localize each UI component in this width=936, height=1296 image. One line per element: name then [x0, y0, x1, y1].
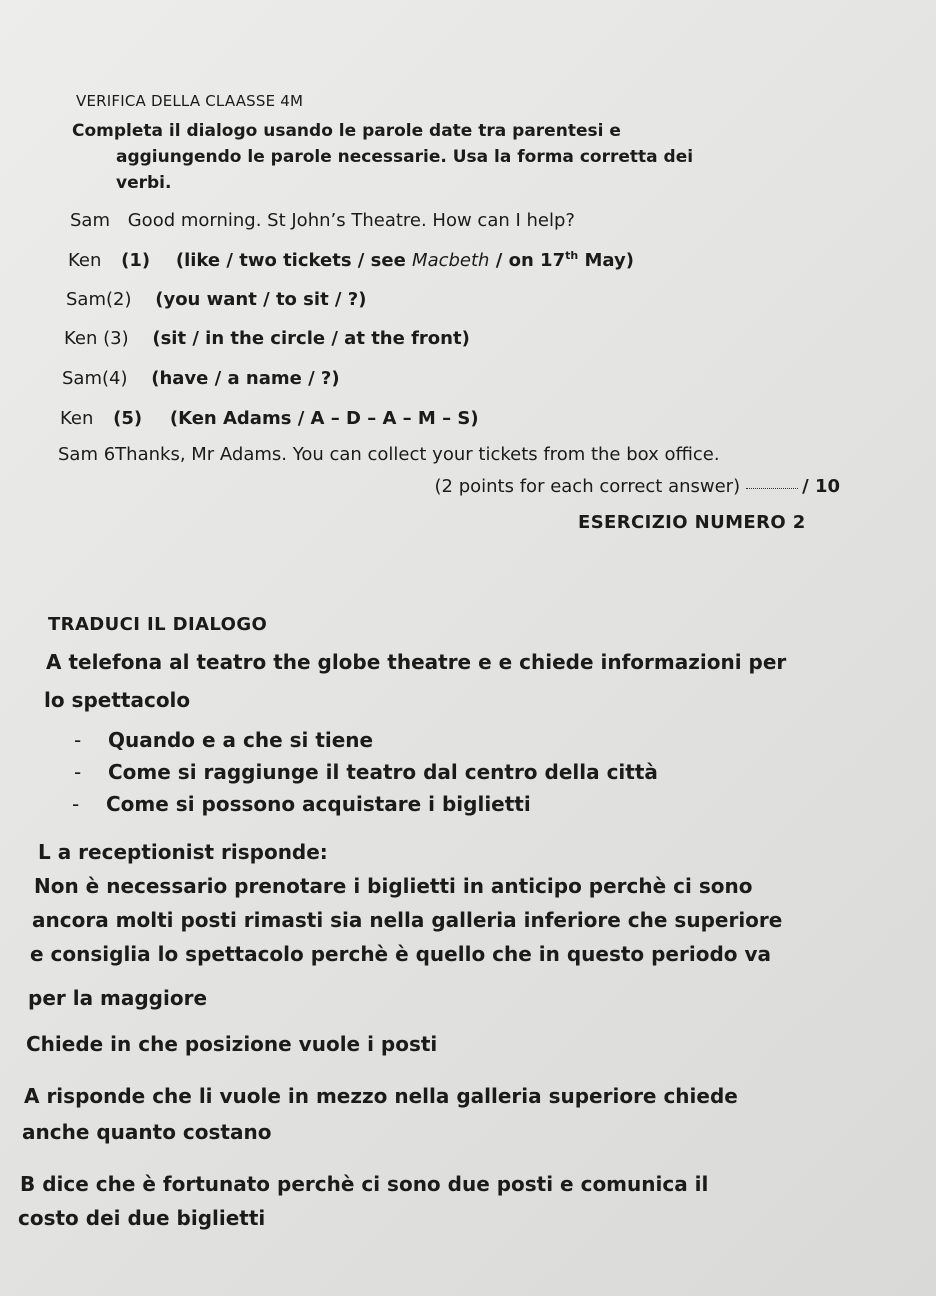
dialogue-line-7 [58, 444, 720, 465]
dialogue-line-6 [60, 408, 479, 429]
bullet-item [72, 792, 531, 816]
speaker-label: Sam [70, 210, 110, 231]
receptionist-line: L a receptionist risponde: [38, 840, 328, 864]
dialogue-line-1 [70, 210, 575, 231]
question-line: Chiede in che posizione vuole i posti [26, 1032, 438, 1056]
exercise-2-title: ESERCIZIO NUMERO 2 [578, 512, 806, 533]
test-header: VERIFICA DELLA CLAASSE 4M [76, 92, 304, 110]
dialogue-text: Thanks, Mr Adams. You can collect your tickets from the box office. [115, 444, 720, 465]
dialogue-line-2 [68, 249, 634, 271]
score-blank [746, 488, 798, 489]
points-note [435, 476, 840, 497]
bullet-text: Quando e a che si tiene [108, 728, 374, 752]
instructions-line-1: Completa il dialogo usando le parole date tra parentesi e [72, 121, 621, 141]
speaker-label: Ken [60, 408, 94, 429]
points-text: (2 points for each correct answer) [434, 476, 741, 497]
ordinal-suffix: th [565, 249, 579, 262]
dialogue-line-5 [62, 368, 340, 389]
dialogue-cue: (you want / to sit / ?) [155, 289, 367, 310]
bullet-dash: - [74, 728, 82, 752]
bullet-text: Come si raggiunge il teatro dal centro della città [108, 760, 658, 784]
speaker-label: Sam(2) [66, 289, 132, 310]
bullet-dash: - [74, 760, 82, 784]
dialogue-text: Good morning. St John’s Theatre. How can I help? [127, 210, 575, 231]
bullet-item [74, 760, 658, 784]
bullet-dash: - [72, 792, 80, 816]
blank-number: (1) [121, 250, 151, 271]
cue-text: May) [578, 250, 634, 271]
translate-title: TRADUCI IL DIALOGO [48, 614, 268, 635]
instructions-line-2: aggiungendo le parole necessarie. Usa la forma corretta dei [116, 147, 694, 167]
answer-b-line-1: B dice che è fortunato perchè ci sono due posti e comunica il [20, 1172, 709, 1196]
answer-b-line-2: costo dei due biglietti [18, 1206, 266, 1230]
dialogue-cue: (have / a name / ?) [151, 368, 340, 389]
dialogue-line-4 [64, 328, 470, 349]
reply-line-2: ancora molti posti rimasti sia nella galleria inferiore che superiore [32, 908, 783, 932]
dialogue-cue [176, 250, 634, 271]
answer-a-line-1: A risponde che li vuole in mezzo nella galleria superiore chiede [24, 1084, 738, 1108]
answer-a-line-2: anche quanto costano [22, 1120, 272, 1144]
cue-text: (like / two tickets / see [175, 250, 413, 271]
intro-line-2: lo spettacolo [44, 688, 191, 712]
bullet-text: Come si possono acquistare i biglietti [106, 792, 531, 816]
instructions-line-3: verbi. [116, 173, 172, 193]
blank-number: (5) [113, 408, 143, 429]
reply-line-4: per la maggiore [28, 986, 208, 1010]
speaker-label: Ken [68, 250, 102, 271]
reply-line-3: e consiglia lo spettacolo perchè è quello che in questo periodo va [30, 942, 772, 966]
dialogue-line-3 [66, 289, 366, 310]
reply-line-1: Non è necessario prenotare i biglietti in anticipo perchè ci sono [34, 874, 753, 898]
speaker-label: Ken (3) [64, 328, 129, 349]
dialogue-cue: (Ken Adams / A – D – A – M – S) [169, 408, 479, 429]
bullet-item [74, 728, 373, 752]
intro-line-1: A telefona al teatro the globe theatre e e chiede informazioni per [46, 650, 787, 674]
score-total: / 10 [802, 476, 840, 497]
dialogue-cue: (sit / in the circle / at the front) [152, 328, 470, 349]
speaker-label: Sam 6 [58, 444, 116, 465]
instructions [72, 118, 792, 196]
speaker-label: Sam(4) [62, 368, 128, 389]
cue-text: / on 17 [489, 250, 566, 271]
play-title: Macbeth [412, 250, 490, 271]
